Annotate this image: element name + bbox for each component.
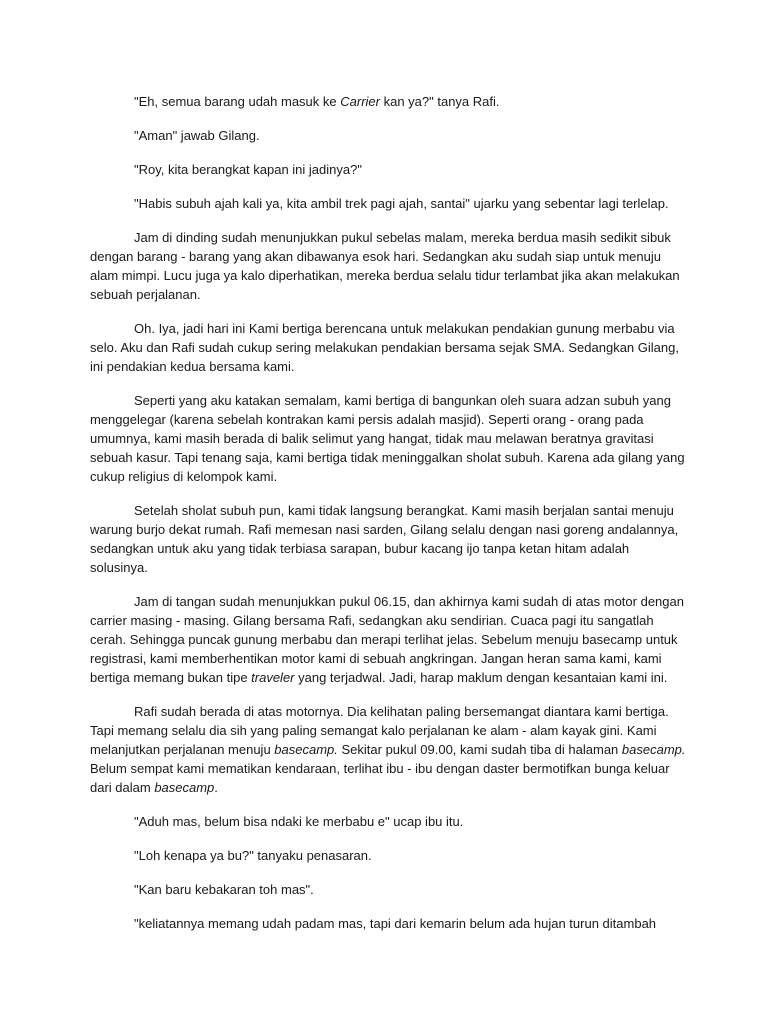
text-run: Sekitar pukul 09.00, kami sudah tiba di halaman [337,742,622,757]
narrative-paragraph [90,228,690,304]
text-run: Oh. Iya, jadi hari ini Kami bertiga berencana untuk melakukan pendakian gunung merbabu via selo. Aku dan Rafi sudah cukup sering melakukan pendakian bersama sejak SMA. Sedangkan Gilang, ini pendakian kedua bersama kami. [90,321,679,374]
text-run: "keliatannya memang udah padam mas, tapi dari kemarin belum ada hujan turun ditambah [134,916,657,931]
dialog-paragraph [90,880,690,899]
dialog-paragraph [90,194,690,213]
text-run: Rafi sudah berada di atas motornya. Dia kelihatan paling bersemangat diantara kami bertiga. Tapi memang selalu dia sih yang paling semangat kalo perjalanan ke alam - alam kayak gini. Kami melanjutkan perjalanan menuju [90,704,669,757]
narrative-paragraph [90,391,690,486]
text-run: kan ya?" tanya Rafi. [379,94,500,109]
dialog-paragraph [90,846,690,865]
document-body [90,92,690,948]
narrative-paragraph [90,592,690,687]
text-run: "Loh kenapa ya bu?" tanyaku penasaran. [134,848,372,863]
italic-text-run: basecamp. [274,742,338,757]
italic-text-run: Carrier [340,94,380,109]
narrative-paragraph [90,501,690,577]
text-run: yang terjadwal. Jadi, harap maklum dengan kesantaian kami ini. [294,670,668,685]
text-run: Setelah sholat subuh pun, kami tidak langsung berangkat. Kami masih berjalan santai menuju warung burjo dekat rumah. Rafi memesan nasi sarden, Gilang selalu dengan nasi goreng andalannya, sedangkan untuk aku yang tidak terbiasa sarapan, bubur kacang ijo tanpa ketan hitam adalah solusinya. [90,503,679,575]
text-run: Belum sempat kami mematikan kendaraan, terlihat ibu - ibu dengan daster bermotifkan bunga keluar dari dalam [90,761,670,795]
narrative-paragraph [90,319,690,376]
text-run: "Roy, kita berangkat kapan ini jadinya?" [134,162,362,177]
text-run: Jam di tangan sudah menunjukkan pukul 06.15, dan akhirnya kami sudah di atas motor dengan carrier masing - masing. Gilang bersama Rafi, sedangkan aku sendirian. Cuaca pagi itu sangatlah cerah. Sehingga puncak gunung merbabu dan merapi terlihat jelas. Sebelum menuju basecamp untuk registrasi, kami memberhentikan motor kami di sebuah angkringan. Jangan heran sama kami, kami bertiga memang bukan tipe [90,594,684,685]
text-run: "Habis subuh ajah kali ya, kita ambil trek pagi ajah, santai" ujarku yang sebentar lagi terlelap. [134,196,669,211]
dialog-paragraph [90,126,690,145]
dialog-paragraph [90,812,690,831]
text-run: "Eh, semua barang udah masuk ke [134,94,341,109]
dialog-paragraph [90,914,690,933]
dialog-paragraph [90,160,690,179]
text-run: Jam di dinding sudah menunjukkan pukul sebelas malam, mereka berdua masih sedikit sibuk dengan barang - barang yang akan dibawanya esok hari. Sedangkan aku sudah siap untuk menuju alam mimpi. Lucu juga ya kalo diperhatikan, mereka berdua selalu tidur terlambat jika akan melakukan sebuah perjalanan. [90,230,680,302]
text-run: "Kan baru kebakaran toh mas". [134,882,314,897]
text-run: . [214,780,218,795]
dialog-paragraph [90,92,690,111]
italic-text-run: basecamp [154,780,215,795]
narrative-paragraph [90,702,690,797]
text-run: "Aduh mas, belum bisa ndaki ke merbabu e" ucap ibu itu. [134,814,464,829]
text-run: Seperti yang aku katakan semalam, kami bertiga di bangunkan oleh suara adzan subuh yang menggelegar (karena sebelah kontrakan kami persis adalah masjid). Seperti orang - orang pada umumnya, kami masih berada di balik selimut yang hangat, tidak mau melawan beratnya gravitasi sebuah kasur. Tapi tenang saja, kami bertiga tidak meninggalkan sholat subuh. Karena ada gilang yang cukup religius di kelompok kami. [90,393,685,484]
italic-text-run: traveler [251,670,295,685]
text-run: "Aman" jawab Gilang. [134,128,260,143]
italic-text-run: basecamp. [621,742,686,757]
